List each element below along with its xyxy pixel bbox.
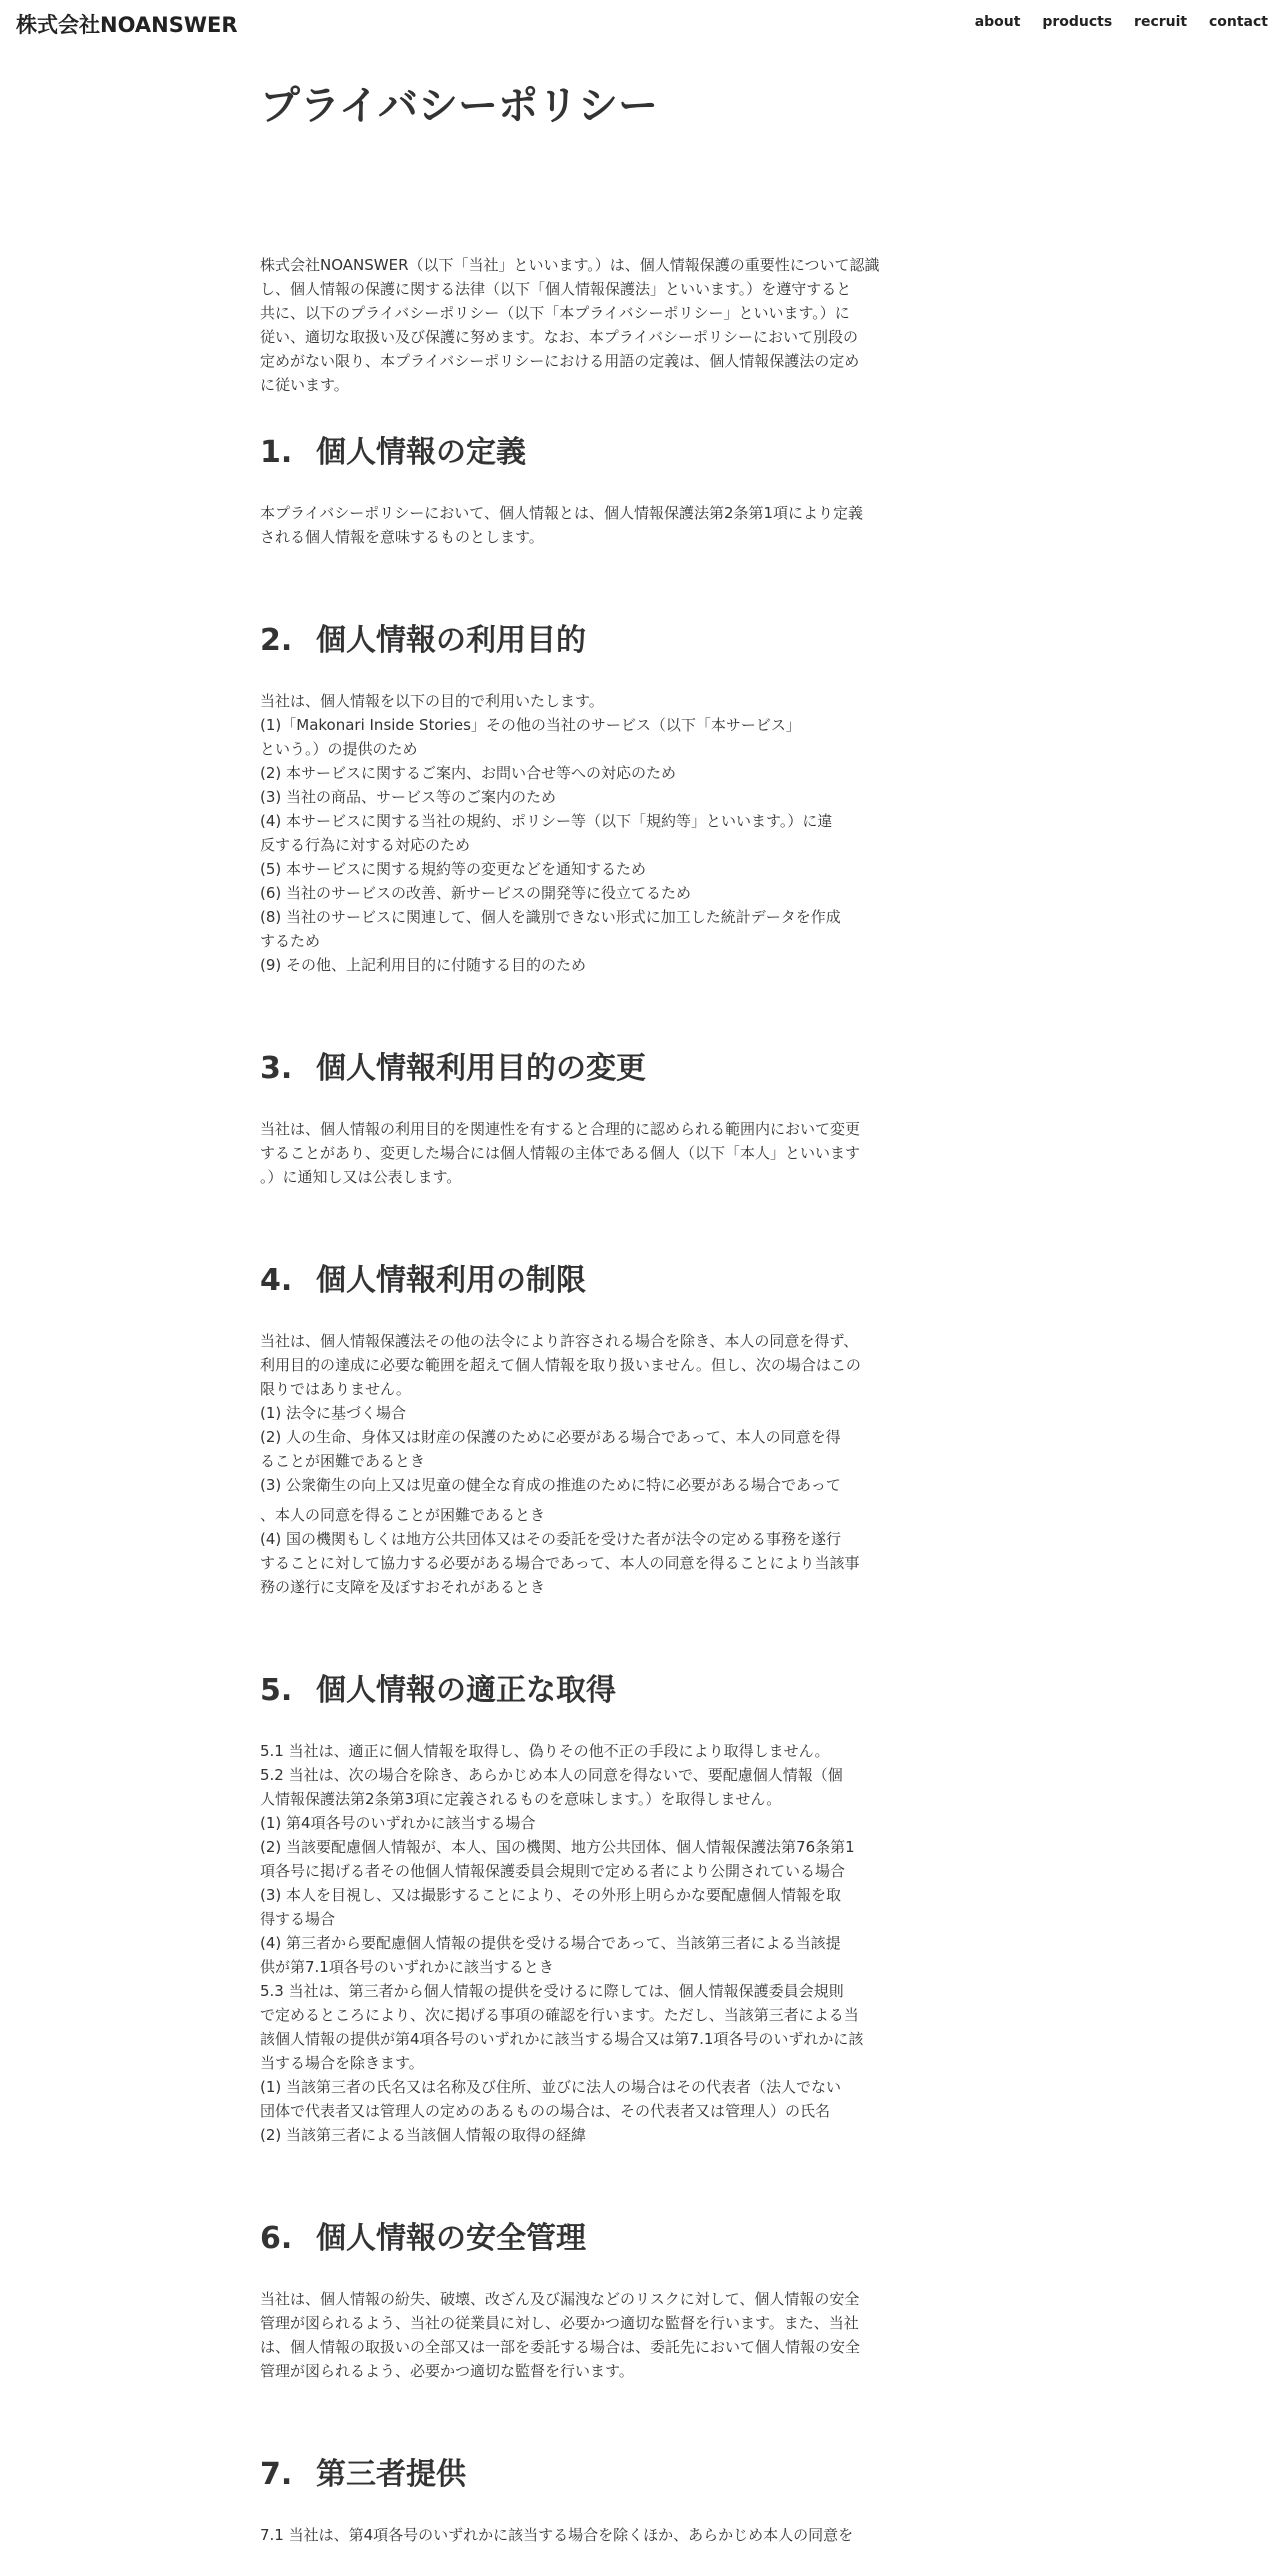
text-line: 供が第7.1項各号のいずれかに該当するとき: [260, 1958, 554, 1976]
text-line: で定めるところにより、次に掲げる事項の確認を行います。ただし、当該第三者による当: [260, 2006, 859, 2024]
text-line: 7.1 当社は、第4項各号のいずれかに該当する場合を除くほか、あらかじめ本人の同意を: [260, 2526, 854, 2544]
section-heading-2: [260, 623, 944, 659]
section-body-7: [260, 2523, 944, 2547]
section-title: 個人情報の利用目的: [316, 623, 586, 658]
text-line: (5) 本サービスに関する規約等の変更などを通知するため: [260, 860, 647, 878]
text-line: することがあり、変更した場合には個人情報の主体である個人（以下「本人」といいます: [260, 1144, 861, 1162]
text-line: (3) 当社の商品、サービス等のご案内のため: [260, 788, 557, 806]
section-number: 2.: [260, 623, 293, 658]
section-number: 1.: [260, 435, 293, 470]
text-line: 当社は、個人情報の紛失、破壊、改ざん及び漏洩などのリスクに対して、個人情報の安全: [260, 2290, 860, 2308]
text-line: 当社は、個人情報保護法その他の法令により許容される場合を除き、本人の同意を得ず、: [260, 1332, 859, 1350]
section-heading-6: [260, 2221, 944, 2257]
text-line: ることが困難であるとき: [260, 1452, 426, 1470]
text-line: 項各号に掲げる者その他個人情報保護委員会規則で定める者により公開されている場合: [260, 1862, 846, 1880]
text-line: は、個人情報の取扱いの全部又は一部を委託する場合は、委託先において個人情報の安全: [260, 2338, 861, 2356]
text-line: (2) 当該要配慮個人情報が、本人、国の機関、地方公共団体、個人情報保護法第76条第1: [260, 1838, 855, 1856]
text-line: (2) 人の生命、身体又は財産の保護のために必要がある場合であって、本人の同意を得: [260, 1428, 841, 1446]
nav-contact[interactable]: contact: [1208, 14, 1268, 30]
section-number: 4.: [260, 1263, 293, 1298]
text-line: (1) 法令に基づく場合: [260, 1404, 407, 1422]
text-line: (2) 当該第三者による当該個人情報の取得の経緯: [260, 2126, 587, 2144]
section-title: 個人情報の安全管理: [316, 2221, 586, 2256]
main-content: [260, 82, 944, 2547]
text-line: 共に、以下のプライバシーポリシー（以下「本プライバシーポリシー」といいます。）に: [260, 304, 850, 322]
text-line: 5.3 当社は、第三者から個人情報の提供を受けるに際しては、個人情報保護委員会規則: [260, 1982, 844, 2000]
section-title: 第三者提供: [316, 2457, 466, 2492]
text-line: 管理が図られるよう、必要かつ適切な監督を行います。: [260, 2362, 634, 2380]
text-line: 、本人の同意を得ることが困難であるとき: [260, 1506, 546, 1524]
text-line: (1)「Makonari Inside Stories」その他の当社のサービス（以下「本サービス」: [260, 716, 801, 734]
text-line: するため: [260, 932, 321, 950]
site-logo[interactable]: 株式会社NOANSWER: [16, 13, 238, 37]
text-line: に従います。: [260, 376, 349, 394]
section-title: 個人情報の定義: [316, 435, 526, 470]
text-line: 。）に通知し又は公表します。: [260, 1168, 462, 1186]
text-line: 当社は、個人情報を以下の目的で利用いたします。: [260, 692, 604, 710]
section-body-3: [260, 1117, 944, 1189]
text-line: される個人情報を意味するものとします。: [260, 528, 544, 546]
section-body-6: [260, 2287, 944, 2383]
text-line: することに対して協力する必要がある場合であって、本人の同意を得ることにより当該事: [260, 1554, 860, 1572]
section-number: 5.: [260, 1673, 293, 1708]
text-line: 当社は、個人情報の利用目的を関連性を有すると合理的に認められる範囲内において変更: [260, 1120, 861, 1138]
text-line: 人情報保護法第2条第3項に定義されるものを意味します。）を取得しません。: [260, 1790, 782, 1808]
page-title: プライバシーポリシー: [260, 83, 658, 129]
text-line: 管理が図られるよう、当社の従業員に対し、必要かつ適切な監督を行います。また、当社: [260, 2314, 859, 2332]
text-line: という。）の提供のため: [260, 740, 418, 758]
section-number: 6.: [260, 2221, 293, 2256]
text-line: (8) 当社のサービスに関連して、個人を識別できない形式に加工した統計データを作成: [260, 908, 841, 926]
section-title: 個人情報利用の制限: [316, 1263, 586, 1298]
text-line: (2) 本サービスに関するご案内、お問い合せ等への対応のため: [260, 764, 677, 782]
text-line: (3) 本人を目視し、又は撮影することにより、その外形上明らかな要配慮個人情報を取: [260, 1886, 842, 1904]
section-body-5: [260, 1739, 944, 2147]
nav-recruit[interactable]: recruit: [1134, 14, 1188, 30]
intro-paragraph: [260, 253, 944, 397]
section-body-2: [260, 689, 944, 977]
text-line: (4) 本サービスに関する当社の規約、ポリシー等（以下「規約等」といいます。）に違: [260, 812, 833, 830]
text-line: 該個人情報の提供が第4項各号のいずれかに該当する場合又は第7.1項各号のいずれかに該: [260, 2030, 864, 2048]
text-line: 団体で代表者又は管理人の定めのあるものの場合は、その代表者又は管理人）の氏名: [260, 2102, 831, 2120]
text-line: 反する行為に対する対応のため: [260, 836, 471, 854]
text-line: 従い、適切な取扱い及び保護に努めます。なお、本プライバシーポリシーにおいて別段の: [260, 328, 859, 346]
text-line: (3) 公衆衛生の向上又は児童の健全な育成の推進のために特に必要がある場合であって: [260, 1476, 841, 1494]
text-line: (1) 第4項各号のいずれかに該当する場合: [260, 1814, 536, 1832]
nav-about[interactable]: about: [974, 14, 1021, 30]
text-line: し、個人情報の保護に関する法律（以下「個人情報保護法」といいます。）を遵守すると: [260, 280, 852, 298]
section-heading-4: [260, 1263, 944, 1299]
text-line: 当する場合を除きます。: [260, 2054, 424, 2072]
main-nav: [958, 14, 1268, 30]
text-line: 株式会社NOANSWER（以下「当社」といいます。）は、個人情報保護の重要性について認識: [260, 256, 880, 274]
text-line: 利用目的の達成に必要な範囲を超えて個人情報を取り扱いません。但し、次の場合はこの: [260, 1356, 861, 1374]
section-title: 個人情報利用目的の変更: [316, 1051, 646, 1086]
section-heading-7: [260, 2457, 944, 2493]
section-heading-3: [260, 1051, 944, 1087]
section-number: 3.: [260, 1051, 293, 1086]
text-line: 5.2 当社は、次の場合を除き、あらかじめ本人の同意を得ないで、要配慮個人情報（個: [260, 1766, 843, 1784]
text-line: (4) 国の機関もしくは地方公共団体又はその委託を受けた者が法令の定める事務を遂行: [260, 1530, 842, 1548]
nav-products[interactable]: products: [1042, 14, 1113, 30]
text-line: (1) 当該第三者の氏名又は名称及び住所、並びに法人の場合はその代表者（法人でない: [260, 2078, 842, 2096]
text-line: 本プライバシーポリシーにおいて、個人情報とは、個人情報保護法第2条第1項により定義: [260, 504, 864, 522]
text-line: 得する場合: [260, 1910, 336, 1928]
text-line: (9) その他、上記利用目的に付随する目的のため: [260, 956, 587, 974]
section-title: 個人情報の適正な取得: [316, 1673, 616, 1708]
site-header: [0, 0, 1284, 44]
section-heading-5: [260, 1673, 944, 1709]
text-line: 限りではありません。: [260, 1380, 411, 1398]
text-line: (4) 第三者から要配慮個人情報の提供を受ける場合であって、当該第三者による当該提: [260, 1934, 841, 1952]
section-body-1: [260, 501, 944, 549]
text-line: 5.1 当社は、適正に個人情報を取得し、偽りその他不正の手段により取得しません。: [260, 1742, 830, 1760]
text-line: 定めがない限り、本プライバシーポリシーにおける用語の定義は、個人情報保護法の定め: [260, 352, 860, 370]
section-body-4: [260, 1329, 944, 1599]
text-line: (6) 当社のサービスの改善、新サービスの開発等に役立てるため: [260, 884, 692, 902]
section-number: 7.: [260, 2457, 293, 2492]
section-heading-1: [260, 435, 944, 471]
text-line: 務の遂行に支障を及ぼすおそれがあるとき: [260, 1578, 546, 1596]
